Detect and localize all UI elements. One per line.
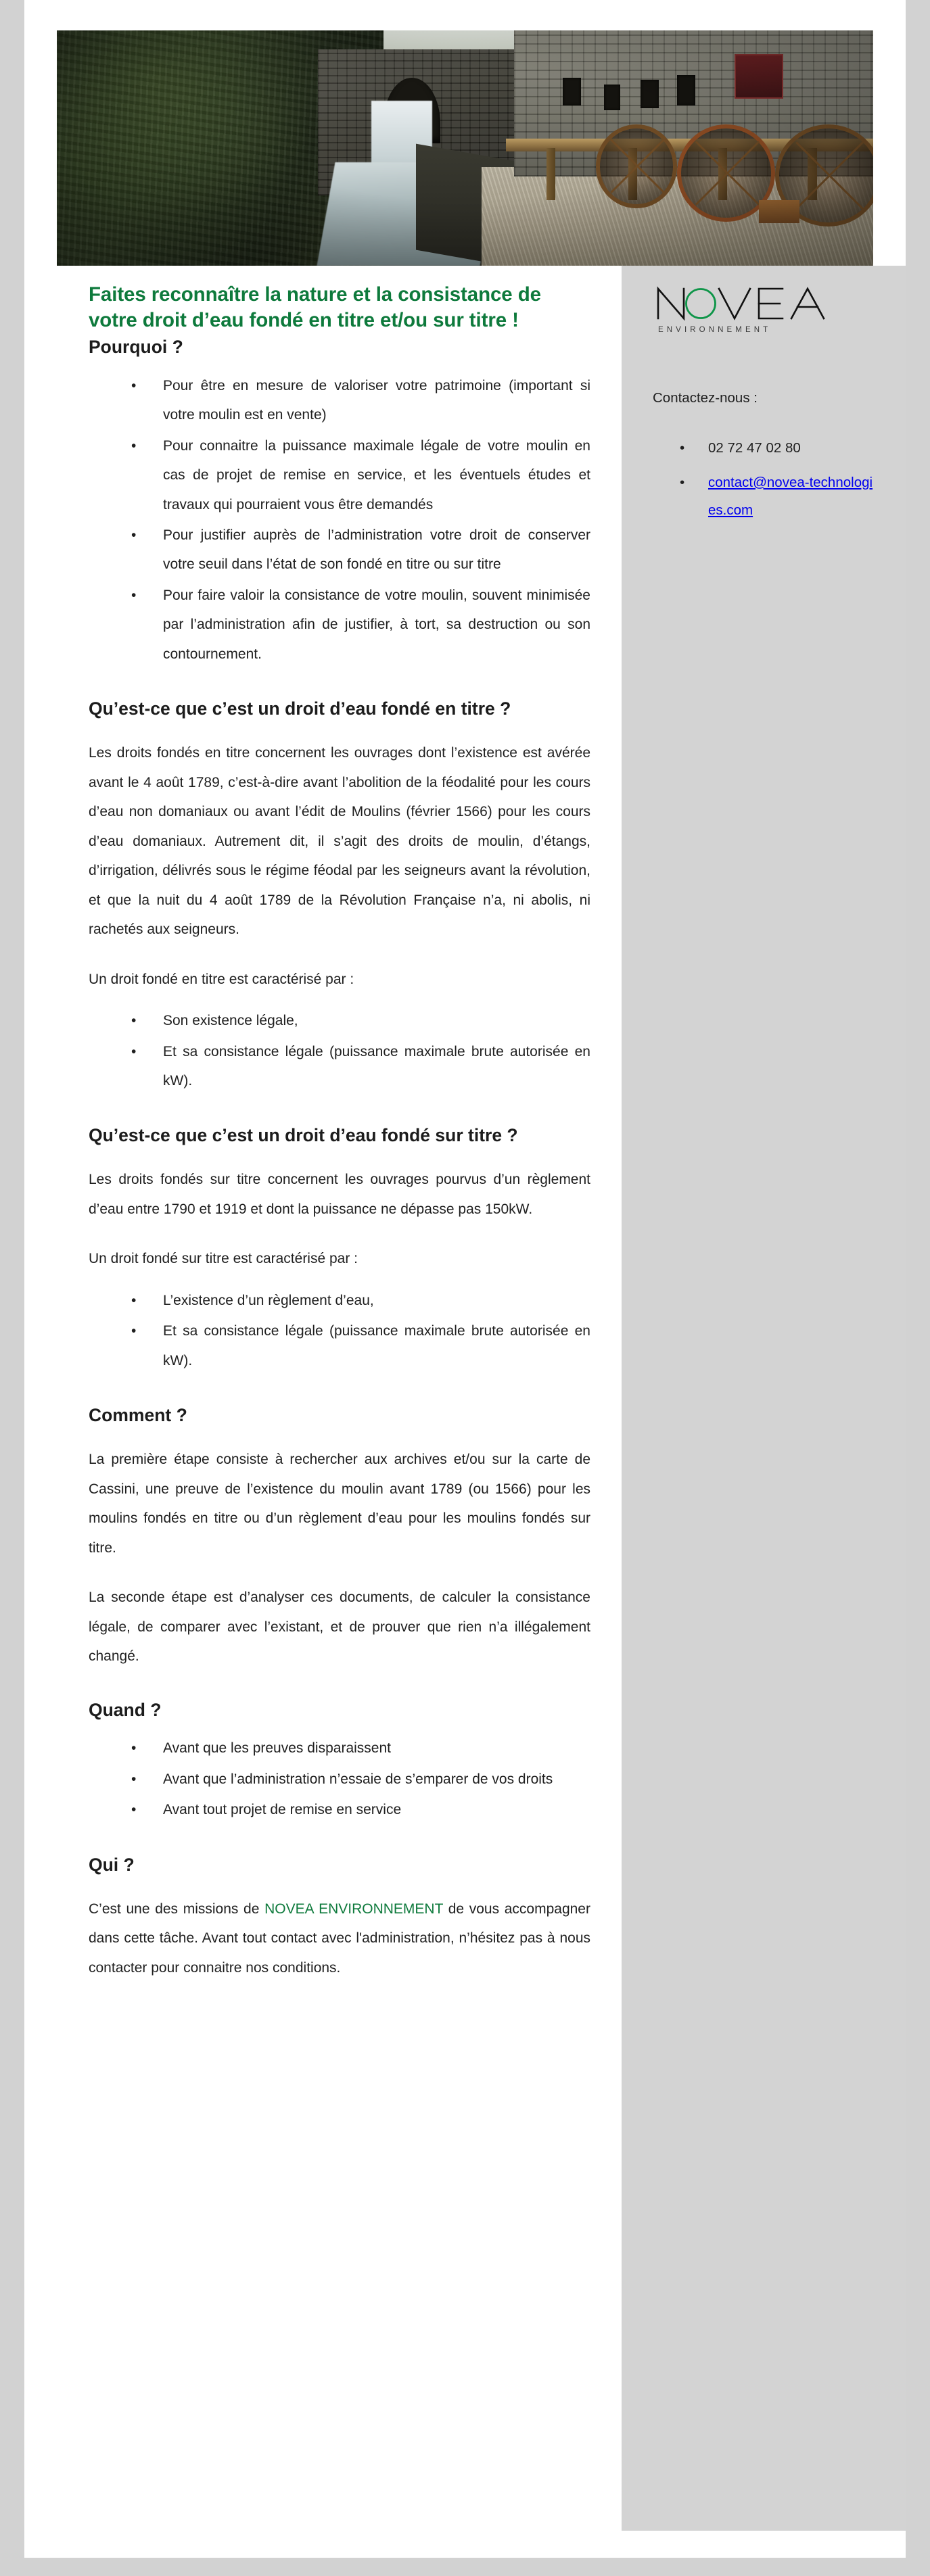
body-columns bbox=[24, 266, 906, 2531]
bullet-list-quand bbox=[89, 1734, 590, 1824]
list-item: • Et sa consistance légale (puissance maximale brute autorisée en kW). bbox=[131, 1037, 590, 1096]
contact-phone-text: 02 72 47 02 80 bbox=[708, 439, 801, 456]
paragraph: Les droits fondés en titre concernent les ouvrages dont l’existence est avérée avant le 4 août 1789, c’est-à-dire avant l’abolition de la féodalité pour les cours d’eau non domaniaux ou avant l’édit de Moulins (février 1566) pour les cours d’eau domaniaux. Autrement dit, il s’agit des droits de moulin, d’étangs, d’irrigation, délivrés sous le régime féodal par les seigneurs avant la révolution, et que la nuit du 4 août 1789 de la Révolution Française n’a, ni abolis, ni rachetés aux seigneurs. bbox=[89, 745, 590, 938]
bullet-list-pourquoi bbox=[89, 371, 590, 669]
closing-paragraph bbox=[89, 1894, 590, 1982]
paragraph: La seconde étape est d’analyser ces documents, de calculer la consistance légale, de comparer avec l’existant, et de prouver que rien n’a illégalement changé. bbox=[89, 1590, 590, 1665]
novea-logo bbox=[654, 285, 861, 336]
bullet-list-fonde-sur-titre bbox=[89, 1286, 590, 1375]
brand-name: NOVEA ENVIRONNEMENT bbox=[264, 1901, 444, 1917]
sidebar-column bbox=[622, 266, 906, 2531]
list-item: • Pour justifier auprès de l’administration votre droit de conserver votre seuil dans l’état de son fondé en titre ou sur titre bbox=[131, 521, 590, 579]
closing-text-before: C’est une des missions de bbox=[89, 1901, 265, 1917]
list-item: • Son existence légale, bbox=[131, 1006, 590, 1035]
list-item: • Pour faire valoir la consistance de votre moulin, souvent minimisée par l’administration afin de justifier, à tort, sa destruction ou son contournement. bbox=[131, 581, 590, 669]
novea-logo-svg bbox=[654, 285, 861, 336]
contact-phone bbox=[680, 434, 879, 462]
paragraph: Un droit fondé sur titre est caractérisé par : bbox=[89, 1251, 358, 1267]
paragraph: La première étape consiste à rechercher aux archives et/ou sur la carte de Cassini, une preuve de l’existence du moulin avant 1789 (ou 1566) pour les moulins fondés en titre ou d’un règlement d’eau pour les moulins fondés sur titre. bbox=[89, 1452, 590, 1556]
main-content-column bbox=[24, 266, 622, 2531]
list-item: • Pour connaitre la puissance maximale légale de votre moulin en cas de projet de remise en service, et les éventuels études et travaux qui pourraient vous être demandés bbox=[131, 431, 590, 519]
section-heading-fonde-sur-titre: Qu’est-ce que c’est un droit d’eau fondé sur titre ? bbox=[89, 1125, 518, 1146]
section-heading-quand: Quand ? bbox=[89, 1699, 162, 1720]
watermill-photo bbox=[57, 30, 873, 266]
contact-email-link[interactable]: contact@novea-technologies.com bbox=[708, 474, 873, 518]
novea-logo-tagline: ENVIRONNEMENT bbox=[658, 326, 772, 334]
list-item: • Avant que l’administration n’essaie de s’emparer de vos droits bbox=[131, 1765, 590, 1794]
document-page bbox=[24, 0, 906, 2558]
contact-email bbox=[680, 469, 879, 524]
hero-image-wrapper bbox=[24, 30, 906, 266]
list-item: • Pour être en mesure de valoriser votre patrimoine (important si votre moulin est en vente) bbox=[131, 371, 590, 430]
bullet-list-fonde-en-titre bbox=[89, 1006, 590, 1095]
paragraph: Les droits fondés sur titre concernent les ouvrages pourvus d’un règlement d’eau entre 1790 et 1919 et dont la puissance ne dépasse pas 150kW. bbox=[89, 1172, 590, 1217]
list-item: • Avant que les preuves disparaissent bbox=[131, 1734, 590, 1763]
section-heading-qui: Qui ? bbox=[89, 1854, 135, 1875]
section-heading-comment: Comment ? bbox=[89, 1405, 187, 1426]
paragraph: Un droit fondé en titre est caractérisé par : bbox=[89, 971, 354, 987]
list-item: • L’existence d’un règlement d’eau, bbox=[131, 1286, 590, 1315]
contact-list bbox=[653, 434, 879, 524]
page-footer-spacer bbox=[24, 2531, 906, 2558]
closing-text-after: de vous accompagner dans cette tâche. Avant tout contact avec l'administration, n’hésitez pas à nous contacter pour connaitre nos conditions. bbox=[89, 1901, 590, 1976]
list-item: • Et sa consistance légale (puissance maximale brute autorisée en kW). bbox=[131, 1316, 590, 1375]
contact-label: Contactez-nous : bbox=[653, 390, 758, 406]
section-heading-pourquoi: Pourquoi ? bbox=[89, 336, 183, 357]
page-title: Faites reconnaître la nature et la consistance de votre droit d’eau fondé en titre et/ou sur titre ! bbox=[89, 283, 541, 332]
list-item: • Avant tout projet de remise en service bbox=[131, 1795, 590, 1824]
section-heading-fonde-en-titre: Qu’est-ce que c’est un droit d’eau fondé en titre ? bbox=[89, 698, 511, 719]
